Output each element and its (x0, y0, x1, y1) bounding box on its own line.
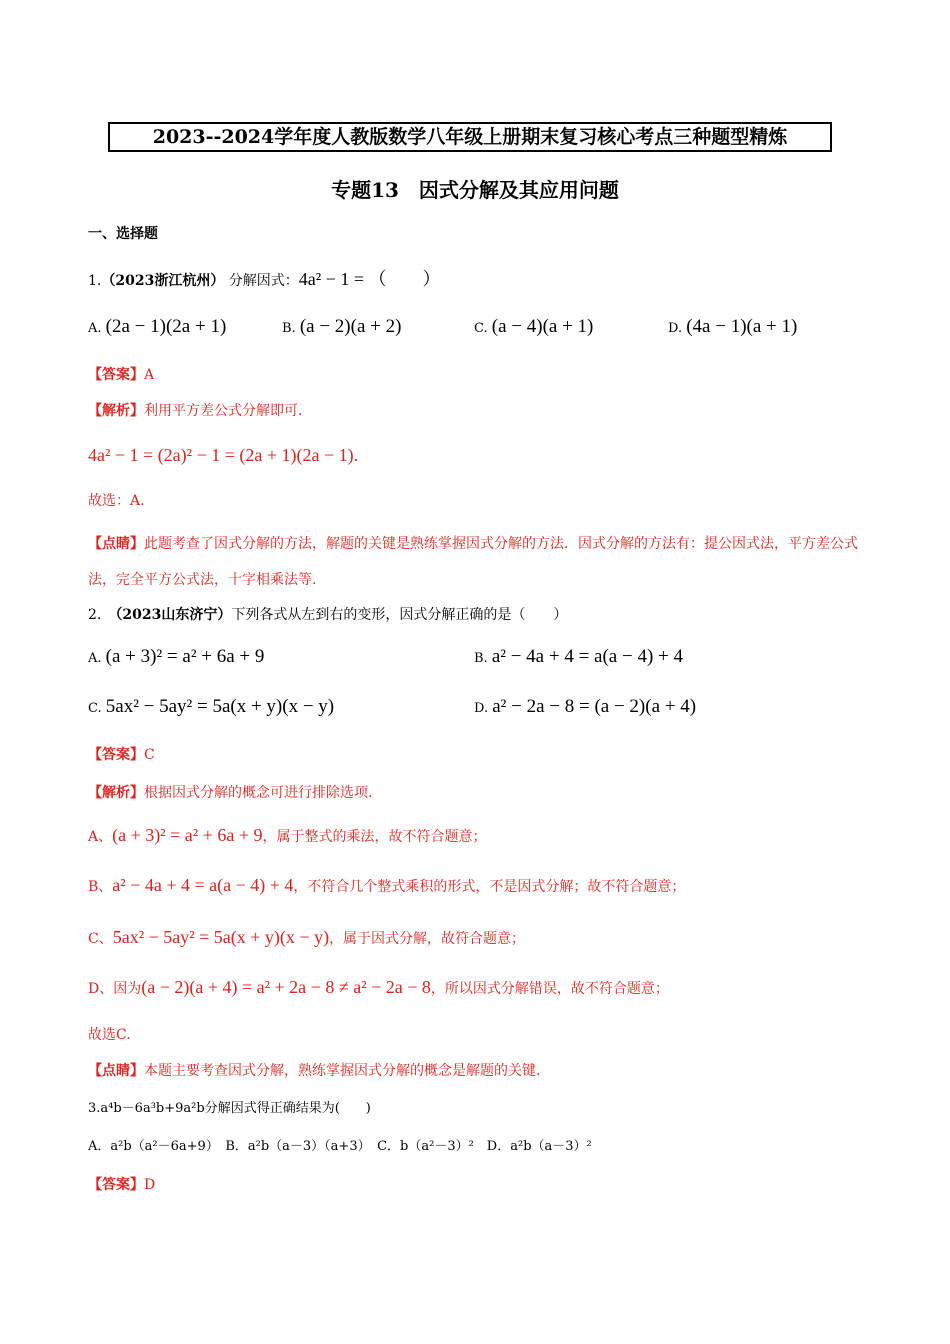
question-2 (88, 604, 567, 626)
q1-option-c: C. (a − 4)(a + 1) (474, 316, 594, 337)
section-heading: 一、选择题 (88, 226, 158, 242)
q1-answer: 【答案】A (88, 367, 155, 383)
question-source: （2023山东济宁） (115, 607, 232, 623)
question-3: 3.a⁴b－6a³b+9a²b分解因式得正确结果为( ) (88, 1101, 371, 1116)
q2-option-b: B. a² − 4a + 4 = a(a − 4) + 4 (474, 646, 683, 667)
q1-analysis: 【解析】利用平方差公式分解即可. (88, 403, 303, 419)
question-number: 2. (88, 607, 102, 623)
q2-line-a: A、(a + 3)² = a² + 6a + 9，属于整式的乘法，故不符合题意； (88, 825, 487, 845)
q3-options: A．a²b（a²－6a+9） B．a²b（a－3）（a+3） C．b（a²－3）² D．a²b（a－3）² (88, 1139, 592, 1154)
question-stem: 分解因式： (228, 273, 299, 289)
q2-option-d: D. a² − 2a − 8 = (a − 2)(a + 4) (474, 696, 697, 717)
q1-work: 4a² − 1 = (2a)² − 1 = (2a + 1)(2a − 1). (88, 445, 359, 465)
question-source: （2023浙江杭州） (101, 273, 225, 289)
q2-option-c: C. 5ax² − 5ay² = 5a(x + y)(x − y) (88, 696, 335, 717)
q2-comment: 【点睛】本题主要考查因式分解，熟练掌握因式分解的概念是解题的关键. (88, 1063, 541, 1079)
q3-answer: 【答案】D (88, 1177, 156, 1193)
q2-line-b: B、a² − 4a + 4 = a(a − 4) + 4，不符合几个整式乘积的形式，不是因式分解；故不符合题意； (88, 875, 686, 895)
q1-comment: 【点睛】此题考查了因式分解的方法，解题的关键是熟练掌握因式分解的方法．因式分解的方法有：提公因式法，平方差公式法，完全平方公式法，十字相乘法等. (88, 536, 858, 588)
q1-option-b: B. (a − 2)(a + 2) (282, 316, 402, 337)
q2-conclusion: 故选C. (88, 1027, 131, 1043)
question-math: 4a² − 1 = （ ） (298, 269, 441, 289)
q2-analysis: 【解析】根据因式分解的概念可进行排除选项. (88, 785, 373, 801)
question-number: 1. (88, 273, 102, 289)
q1-option-a: A. (2a − 1)(2a + 1) (88, 316, 227, 337)
q2-answer: 【答案】C (88, 747, 155, 763)
q2-line-c: C、5ax² − 5ay² = 5a(x + y)(x − y)，属于因式分解，故符合题意； (88, 927, 526, 947)
q2-line-d: D、因为(a − 2)(a + 4) = a² + 2a − 8 ≠ a² − 2a − 8，所以因式分解错误，故不符合题意； (88, 977, 669, 997)
question-1 (88, 268, 440, 292)
q1-option-d: D. (4a − 1)(a + 1) (668, 316, 798, 337)
q2-option-a: A. (a + 3)² = a² + 6a + 9 (88, 646, 265, 667)
q1-conclusion: 故选：A. (88, 493, 145, 509)
topic-title: 专题13 因式分解及其应用问题 (331, 178, 619, 202)
question-stem: 下列各式从左到右的变形，因式分解正确的是（ ） (231, 607, 568, 623)
document-title: 2023--2024学年度人教版数学八年级上册期末复习核心考点三种题型精炼 (108, 122, 832, 152)
